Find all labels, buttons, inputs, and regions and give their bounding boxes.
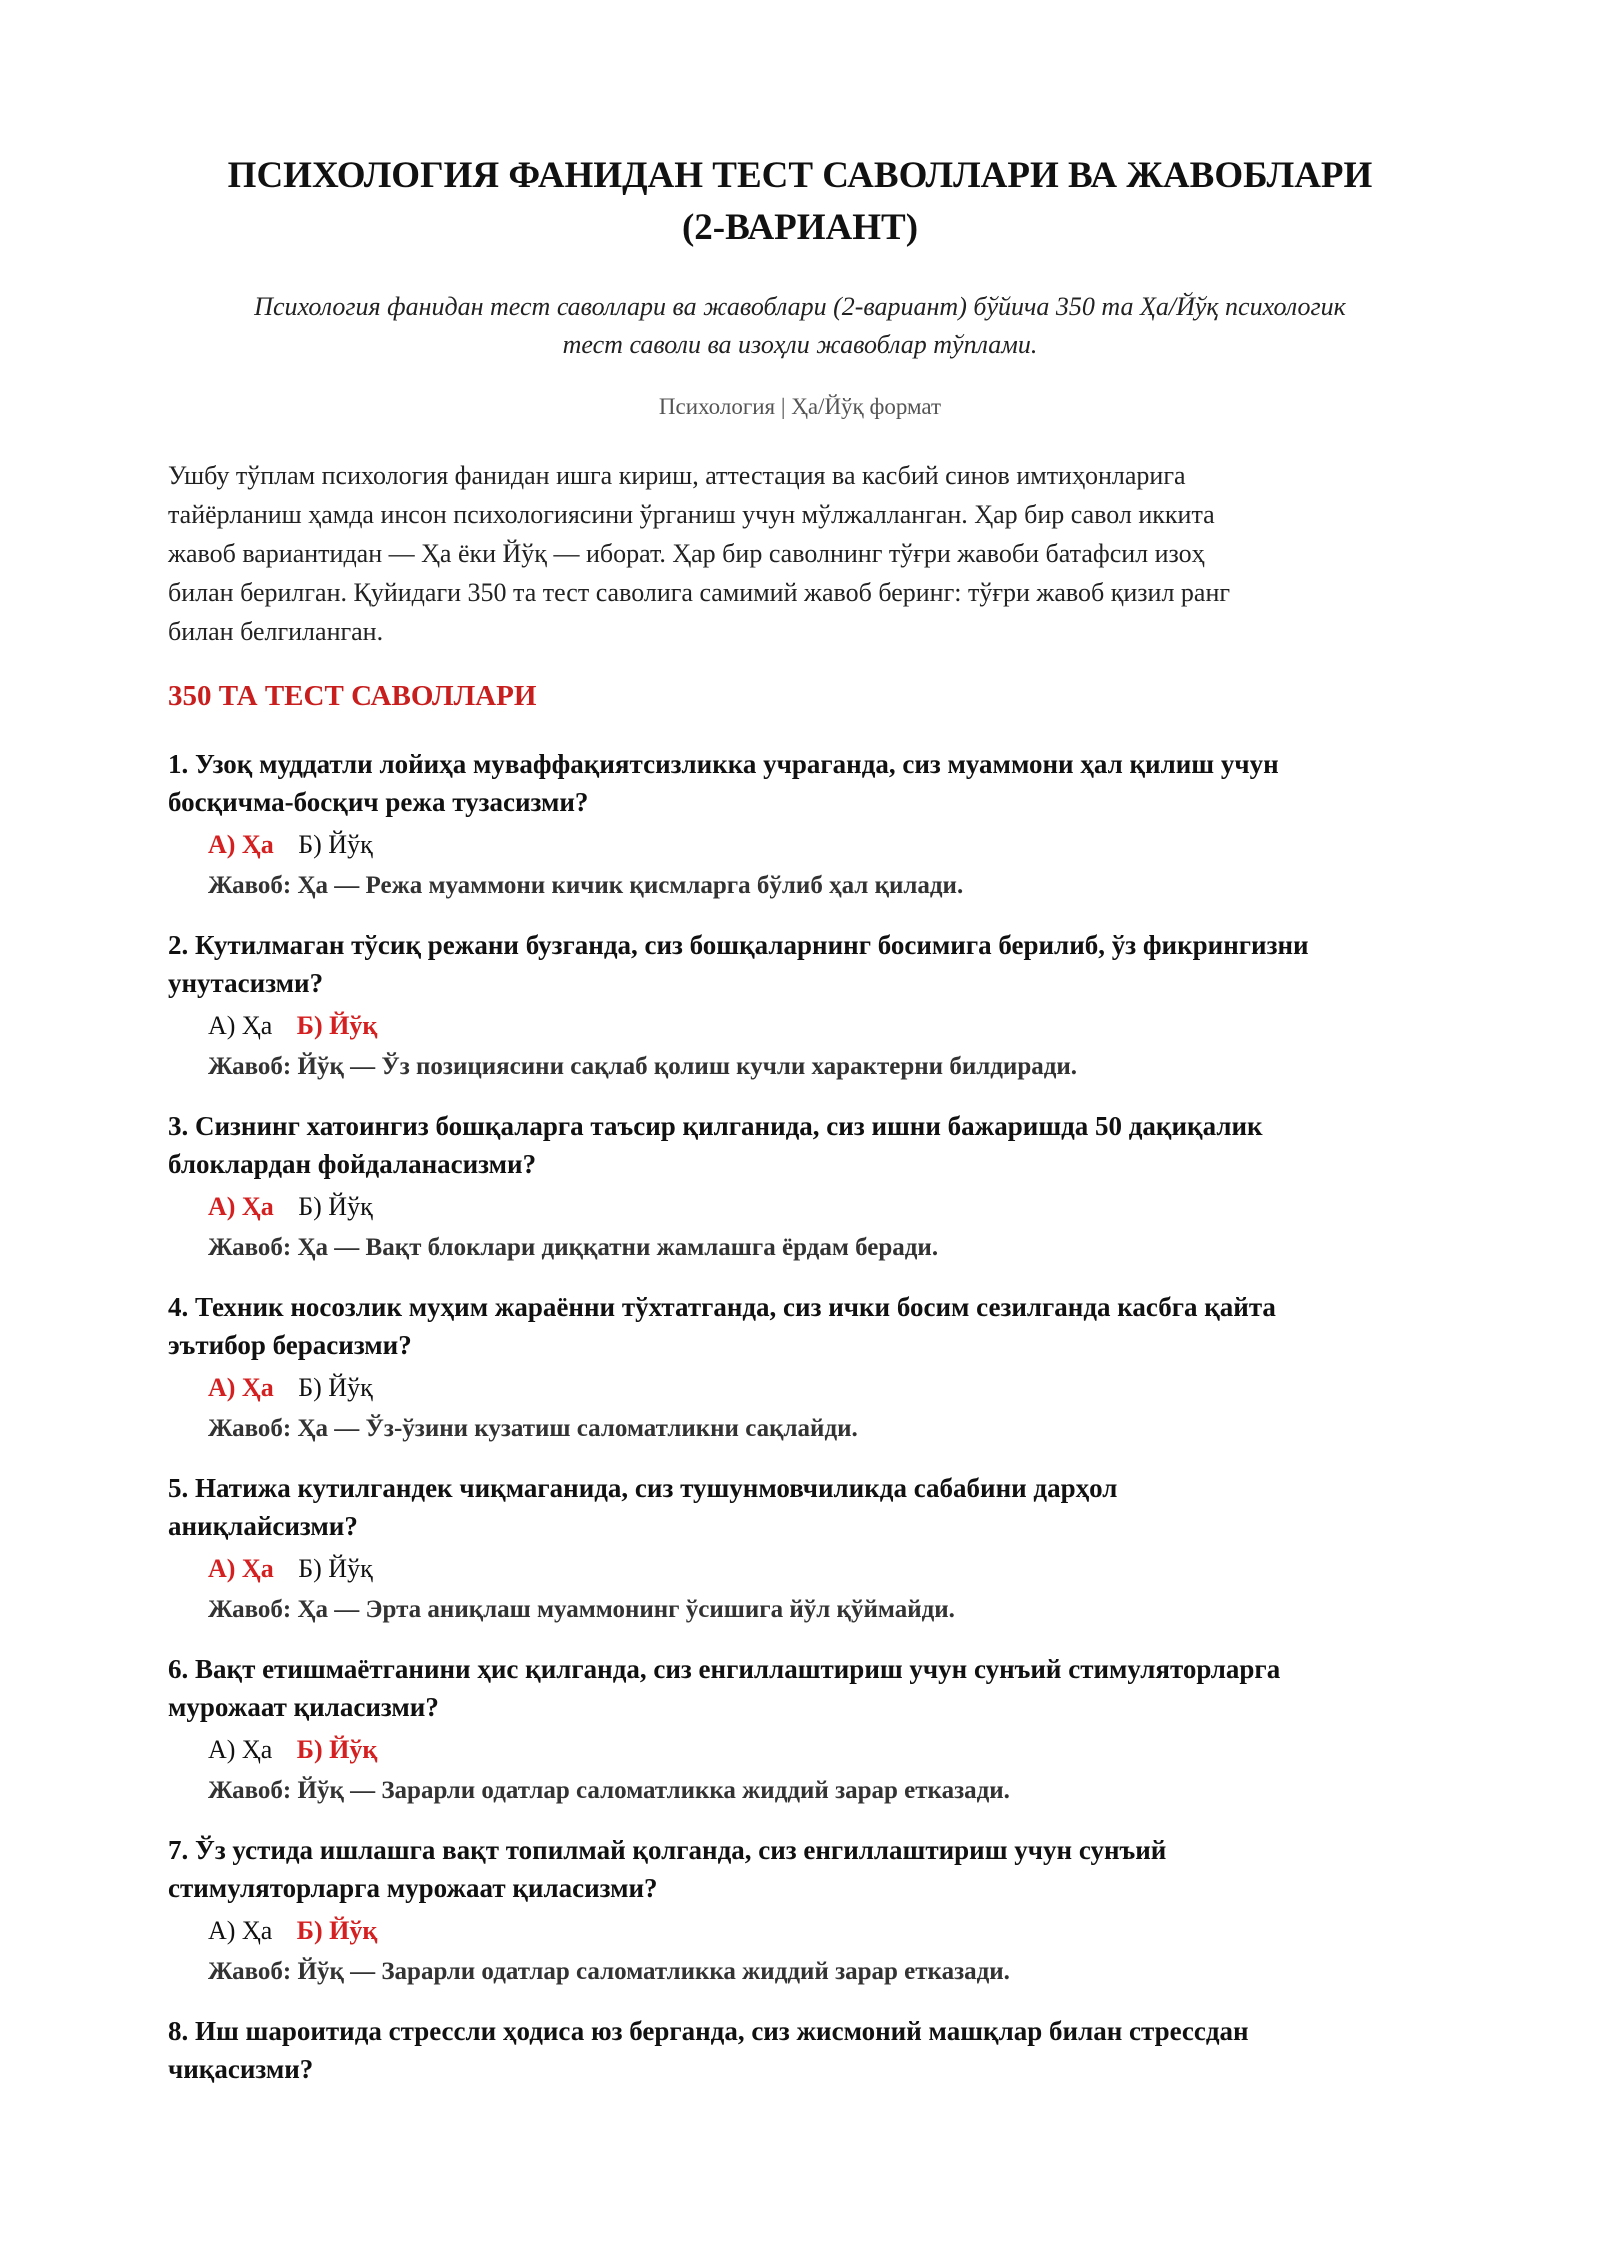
question-line: мурожаат қиласизми? <box>168 1692 439 1722</box>
option-b[interactable]: Б) Йўқ <box>296 1011 378 1040</box>
intro-paragraph <box>168 456 1438 651</box>
answer-explanation: Жавоб: Ҳа — Вақт блоклари диққатни жамлашга ёрдам беради. <box>208 1234 939 1261</box>
subtitle-line: тест саволи ва изоҳли жавоблар тўплами. <box>562 330 1038 359</box>
question-line: унутасизми? <box>168 968 324 998</box>
question-line: эътибор берасизми? <box>168 1330 412 1360</box>
option-b[interactable]: Б) Йўқ <box>298 1373 373 1402</box>
question-line: 4. Техник носозлик муҳим жараённи тўхтатганда, сиз ички босим сезилганда касбга қайта <box>168 1292 1276 1322</box>
question-item <box>168 2012 1448 2088</box>
question-item <box>168 745 1448 905</box>
question-item <box>168 1650 1448 1810</box>
intro-line: билан белгиланган. <box>168 617 384 646</box>
question-line: 8. Иш шароитида стрессли ҳодиса юз берганда, сиз жисмоний машқлар билан стрессдан <box>168 2016 1249 2046</box>
option-a[interactable]: А) Ҳа <box>208 1916 273 1945</box>
answer-options <box>208 1731 1448 1769</box>
option-b[interactable]: Б) Йўқ <box>296 1735 378 1764</box>
answer-options <box>208 1550 1448 1588</box>
question-line: аниқлайсизми? <box>168 1511 358 1541</box>
question-line: блоклардан фойдаланасизми? <box>168 1149 537 1179</box>
question-line: 6. Вақт етишмаётганини ҳис қилганда, сиз енгиллаштириш учун сунъий стимуляторларга <box>168 1654 1281 1684</box>
option-b[interactable]: Б) Йўқ <box>298 1192 373 1221</box>
answer-options <box>208 1007 1448 1045</box>
question-text <box>168 1831 1448 1907</box>
option-b[interactable]: Б) Йўқ <box>296 1916 378 1945</box>
document-meta: Психология | Ҳа/Йўқ формат <box>658 394 942 419</box>
question-text <box>168 745 1448 821</box>
option-a[interactable]: А) Ҳа <box>208 1554 274 1583</box>
question-line: чиқасизми? <box>168 2054 314 2084</box>
subtitle-line: Психология фанидан тест саволлари ва жавоблари (2-вариант) бўйича 350 та Ҳа/Йўқ психологик <box>254 292 1346 321</box>
option-a[interactable]: А) Ҳа <box>208 1192 274 1221</box>
section-heading: 350 ТА ТЕСТ САВОЛЛАРИ <box>168 680 537 712</box>
intro-line: билан берилган. Қуйидаги 350 та тест саволига самимий жавоб беринг: тўғри жавоб қизил ранг <box>168 578 1231 607</box>
title-line: (2-ВАРИАНТ) <box>681 207 919 248</box>
intro-line: жавоб вариантидан — Ҳа ёки Йўқ — иборат. Ҳар бир саволнинг тўғри жавоби батафсил изоҳ <box>168 539 1205 568</box>
question-text <box>168 1288 1448 1364</box>
option-a[interactable]: А) Ҳа <box>208 1735 273 1764</box>
option-b[interactable]: Б) Йўқ <box>298 1554 373 1583</box>
question-text <box>168 1650 1448 1726</box>
answer-explanation: Жавоб: Ҳа — Эрта аниқлаш муаммонинг ўсишига йўл қўймайди. <box>208 1596 955 1623</box>
option-a[interactable]: А) Ҳа <box>208 1373 274 1402</box>
intro-line: Ушбу тўплам психология фанидан ишга кириш, аттестация ва касбий синов имтиҳонларига <box>168 461 1186 490</box>
question-line: стимуляторларга мурожаат қиласизми? <box>168 1873 658 1903</box>
question-line: 2. Кутилмаган тўсиқ режани бузганда, сиз бошқаларнинг босимига берилиб, ўз фикрингизни <box>168 930 1309 960</box>
question-item <box>168 1831 1448 1991</box>
answer-explanation: Жавоб: Йўқ — Зарарли одатлар саломатликка жиддий зарар етказади. <box>208 1958 1010 1985</box>
answer-explanation: Жавоб: Йўқ — Ўз позициясини сақлаб қолиш кучли характерни билдиради. <box>208 1053 1078 1080</box>
answer-options <box>208 1912 1448 1950</box>
title-line: ПСИХОЛОГИЯ ФАНИДАН ТЕСТ САВОЛЛАРИ ВА ЖАВОБЛАРИ <box>227 155 1373 196</box>
question-item <box>168 926 1448 1086</box>
question-item <box>168 1288 1448 1448</box>
answer-options <box>208 1188 1448 1226</box>
answer-options <box>208 826 1448 864</box>
intro-line: тайёрланиш ҳамда инсон психологиясини ўрганиш учун мўлжалланган. Ҳар бир савол иккита <box>168 500 1215 529</box>
document-subtitle <box>160 288 1440 364</box>
question-line: босқичма-босқич режа тузасизми? <box>168 787 589 817</box>
question-text <box>168 1469 1448 1545</box>
question-item <box>168 1469 1448 1629</box>
answer-options <box>208 1369 1448 1407</box>
document-title <box>150 150 1450 254</box>
question-text <box>168 2012 1448 2088</box>
question-line: 1. Узоқ муддатли лойиҳа муваффақиятсизликка учраганда, сиз муаммони ҳал қилиш учун <box>168 749 1279 779</box>
question-text <box>168 926 1448 1002</box>
question-text <box>168 1107 1448 1183</box>
option-b[interactable]: Б) Йўқ <box>298 830 373 859</box>
question-line: 7. Ўз устида ишлашга вақт топилмай қолганда, сиз енгиллаштириш учун сунъий <box>168 1835 1167 1865</box>
question-item <box>168 1107 1448 1267</box>
answer-explanation: Жавоб: Ҳа — Режа муаммони кичик қисмларга бўлиб ҳал қилади. <box>208 872 964 899</box>
answer-explanation: Жавоб: Ҳа — Ўз-ўзини кузатиш саломатликни сақлайди. <box>208 1415 858 1442</box>
option-a[interactable]: А) Ҳа <box>208 1011 273 1040</box>
answer-explanation: Жавоб: Йўқ — Зарарли одатлар саломатликка жиддий зарар етказади. <box>208 1777 1010 1804</box>
question-line: 5. Натижа кутилгандек чиқмаганида, сиз тушунмовчиликда сабабини дарҳол <box>168 1473 1118 1503</box>
question-line: 3. Сизнинг хатоингиз бошқаларга таъсир қилганида, сиз ишни бажаришда 50 дақиқалик <box>168 1111 1263 1141</box>
option-a[interactable]: А) Ҳа <box>208 830 274 859</box>
